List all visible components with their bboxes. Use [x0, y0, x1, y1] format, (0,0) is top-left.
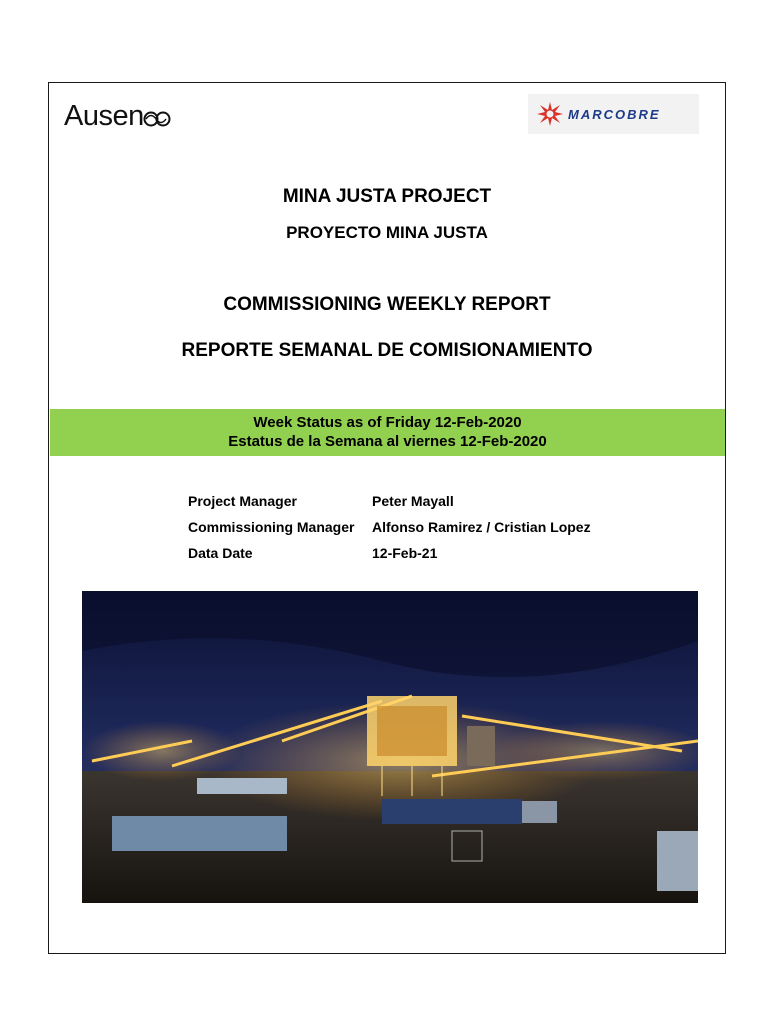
info-value: Peter Mayall: [372, 493, 454, 509]
project-title-es: PROYECTO MINA JUSTA: [286, 223, 488, 242]
week-status-band: [50, 409, 725, 456]
plant-night-photo: [82, 591, 698, 903]
project-title-en: MINA JUSTA PROJECT: [282, 186, 492, 207]
ausenco-logo-text: Ausen: [64, 100, 144, 132]
plant-photo-illustration: [82, 591, 698, 903]
report-title-es: REPORTE SEMANAL DE COMISIONAMIENTO: [181, 340, 593, 361]
info-value: 12-Feb-21: [372, 545, 438, 561]
info-label: Data Date: [188, 545, 253, 561]
report-title-en: COMMISSIONING WEEKLY REPORT: [223, 294, 551, 315]
info-label: Commissioning Manager: [188, 519, 355, 535]
week-status-es: Estatus de la Semana al viernes 12-Feb-2020: [228, 433, 547, 450]
marcobre-logo: [528, 94, 699, 134]
week-status-en: Week Status as of Friday 12-Feb-2020: [253, 414, 522, 431]
marcobre-star-icon: [536, 101, 564, 127]
marcobre-logo-text: MARCOBRE: [568, 107, 661, 122]
ausenco-swirl-icon: [142, 106, 172, 128]
ausenco-logo: [64, 98, 172, 134]
info-value: Alfonso Ramirez / Cristian Lopez: [372, 519, 591, 535]
info-label: Project Manager: [188, 493, 297, 509]
